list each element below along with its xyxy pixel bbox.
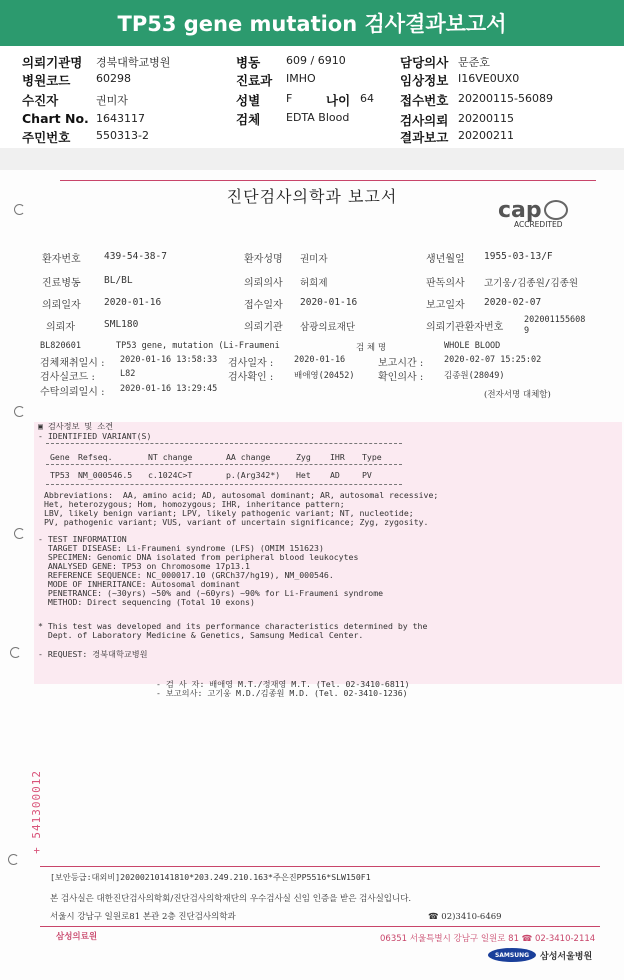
abbreviation-line: Het, heterozygous; Hom, homozygous; IHR, inheritance pattern; (44, 499, 345, 509)
table-cell: PV (362, 470, 372, 480)
divider (40, 866, 600, 867)
header-value: F (286, 92, 293, 105)
field-value: 권미자 (300, 254, 328, 265)
table-header: AA change (226, 452, 271, 462)
staff-line: - 보고의사: 고기웅 M.D./김종원 M.D. (Tel. 02-3410-1236) (156, 688, 408, 698)
field-value: 9 (524, 326, 530, 336)
field-label: 판독의사 (426, 278, 465, 289)
header-value: 60298 (96, 72, 131, 85)
header-label: 병동 (236, 55, 261, 70)
field-label: 보고시간 : (378, 358, 424, 369)
table-header: Type (362, 452, 382, 462)
header-label: 나이 (326, 93, 351, 108)
test-info-line: TARGET DISEASE: Li-Fraumeni syndrome (LFS) (OMIM 151623) (38, 543, 324, 553)
divider (46, 443, 402, 444)
request-line: - REQUEST: 경북대학교병원 (38, 649, 148, 659)
header-label: 의뢰기관명 (22, 55, 83, 70)
header-value: 20200115-56089 (458, 92, 553, 105)
punch-hole-icon (14, 406, 25, 417)
smc-name: 삼성서울병원 (540, 952, 593, 962)
header-label: 접수번호 (400, 93, 449, 108)
banner-title: TP53 gene mutation 검사결과보고서 (117, 12, 507, 36)
field-value: 고기웅/김종원/김종원 (484, 278, 579, 289)
header-value: 경북대학교병원 (96, 56, 171, 69)
header-value: 1643117 (96, 112, 145, 125)
field-label: 검사확인 : (228, 372, 274, 383)
test-info-line: PENETRANCE: (~30yrs) ~50% and (~60yrs) ~90% for Li-Fraumeni syndrome (38, 588, 384, 598)
disclaimer-line: * This test was developed and its performance characteristics determined by the (38, 621, 428, 631)
punch-hole-icon (14, 528, 25, 539)
table-cell: Het (296, 470, 311, 480)
field-value: 2020-01-16 13:58:33 (120, 355, 218, 365)
header-label: 검사의뢰 (400, 113, 449, 128)
field-value: BL/BL (104, 275, 133, 286)
field-value: 2020-01-16 (294, 355, 346, 365)
identified-heading: - IDENTIFIED VARIANT(S) (38, 431, 152, 441)
report-title: 진단검사의학과 보고서 (226, 187, 398, 206)
field-label: 접수일자 (244, 300, 283, 311)
header-label: 검체 (236, 112, 261, 127)
field-label: 검사일자 : (228, 358, 274, 369)
header-label: Chart No. (22, 111, 89, 126)
footer-left-logo: 삼성의료원 (56, 932, 98, 942)
table-header: Gene (50, 452, 70, 462)
header-value: EDTA Blood (286, 111, 350, 124)
field-value: 2020-01-16 (300, 297, 358, 308)
abbreviation-line: Abbreviations: AA, amino acid; AD, autosomal dominant; AR, autosomal recessive; (44, 490, 439, 500)
disclaimer-line: Dept. of Laboratory Medicine & Genetics, Samsung Medical Center. (38, 630, 364, 640)
test-info-line: METHOD: Direct sequencing (Total 10 exons) (38, 597, 255, 607)
header-label: 병원코드 (22, 73, 71, 88)
table-cell: NM_000546.5 (78, 470, 133, 480)
divider (46, 484, 402, 485)
field-label: 의뢰기관환자번호 (426, 322, 504, 333)
field-value: 허희제 (300, 278, 328, 289)
header-value: IMHO (286, 72, 316, 85)
field-label: 의뢰일자 (42, 300, 81, 311)
test-name: TP53 gene, mutation (Li-Fraumeni (116, 341, 280, 351)
header-label: 결과보고 (400, 130, 449, 145)
field-value: 김종원(28049) (444, 371, 505, 381)
cap-logo-text: cap (498, 198, 542, 223)
field-value: SML180 (104, 319, 139, 330)
divider (46, 464, 402, 465)
field-label: 확인의사 : (378, 372, 424, 383)
punch-hole-icon (10, 647, 21, 658)
divider (60, 180, 596, 181)
punch-hole-icon (14, 204, 25, 215)
header-label: 담당의사 (400, 55, 449, 70)
table-header: NT change (148, 452, 193, 462)
header-label: 주민번호 (22, 130, 71, 145)
field-value: 2020-01-16 13:29:45 (120, 384, 218, 394)
field-label: 검사실코드 : (40, 372, 95, 383)
field-value: 1955-03-13/F (484, 251, 553, 262)
header-value: 20200115 (458, 112, 514, 125)
field-value: 2020-02-07 (484, 297, 542, 308)
table-header: IHR (330, 452, 345, 462)
report-banner (0, 0, 624, 46)
field-label: 검 체 명 (356, 343, 387, 353)
header-value: 609 / 6910 (286, 54, 346, 67)
abbreviation-line: LBV, likely benign variant; LPV, likely pathogenic variant; NT, nucleotide; (44, 508, 414, 518)
table-cell: p.(Arg342*) (226, 470, 281, 480)
test-info-line: MODE OF INHERITANCE: Autosomal dominant (38, 579, 241, 589)
punch-hole-icon (8, 854, 19, 865)
field-value: 2020-02-07 15:25:02 (444, 355, 542, 365)
side-serial-number: + 541300012 (30, 770, 43, 854)
field-label: 환자성명 (244, 254, 283, 265)
cap-accredited-logo (498, 198, 578, 232)
test-info-line: SPECIMEN: Genomic DNA isolated from peripheral blood leukocytes (38, 552, 359, 562)
certification-note: 본 검사실은 대한진단검사의학회/진단검사의학재단의 우수검사실 신임 인증을 받은 검사실입니다. (50, 894, 412, 904)
field-value: 439-54-38-7 (104, 251, 167, 262)
field-value: 배애영(20452) (294, 371, 355, 381)
field-label: 생년월일 (426, 254, 465, 265)
staff-line: - 검 사 자: 배애영 M.T./정재영 M.T. (Tel. 02-3410-6811) (156, 679, 410, 689)
table-cell: TP53 (50, 470, 70, 480)
cap-ring-icon (544, 200, 568, 220)
table-cell: c.1024C>T (148, 470, 193, 480)
security-line: [보안등급:대외비]20200210141810*203.249.210.163*주은진PP5516*SLW150F1 (50, 872, 371, 882)
header-label: 성별 (236, 93, 261, 108)
field-value: 2020-01-16 (104, 297, 162, 308)
header-label: 임상정보 (400, 73, 449, 88)
header-value: 권미자 (96, 94, 128, 107)
divider (40, 926, 600, 927)
header-value: 64 (360, 92, 374, 105)
field-label: 수탁의뢰일시 : (40, 387, 105, 398)
field-value: L82 (120, 369, 136, 379)
separator (0, 148, 624, 170)
scanned-report (0, 170, 624, 980)
field-label: 검체채취일시 : (40, 358, 105, 369)
field-value: 202001155608 (524, 315, 586, 325)
test-info-line: REFERENCE SEQUENCE: NC_000017.10 (GRCh37/hg19), NM_000546. (38, 570, 334, 580)
test-code: BL820601 (40, 341, 81, 351)
header-value: 20200211 (458, 129, 514, 142)
field-label: 의뢰자 (46, 322, 75, 333)
esign-note: (전자서명 대체함) (484, 390, 551, 400)
section-title: ▣ 검사정보 및 소견 (38, 421, 114, 431)
samsung-logo: SAMSUNG (488, 948, 536, 962)
field-label: 의뢰기관 (244, 322, 283, 333)
header-value: 550313-2 (96, 129, 149, 142)
header-label: 수진자 (22, 93, 59, 108)
footer-address: 06351 서울특별시 강남구 일원로 81 ☎ 02-3410-2114 (380, 934, 596, 944)
table-header: Zyg (296, 452, 311, 462)
field-label: 보고일자 (426, 300, 465, 311)
header-value: I16VE0UX0 (458, 72, 520, 85)
field-label: 진료병동 (42, 278, 81, 289)
header-label: 진료과 (236, 73, 273, 88)
lab-address: 서울시 강남구 일원로81 본관 2층 진단검사의학과 (50, 912, 236, 922)
lab-phone: ☎ 02)3410-6469 (428, 912, 502, 922)
abbreviation-line: PV, pathogenic variant; VUS, variant of uncertain significance; Zyg, zygosity. (44, 517, 429, 527)
field-label: 환자번호 (42, 254, 81, 265)
field-value: WHOLE BLOOD (444, 341, 501, 351)
cap-accredited-text: ACCREDITED (514, 220, 563, 229)
field-value: 삼광의료재단 (300, 322, 356, 333)
test-info-line: ANALYSED GENE: TP53 on Chromosome 17p13.1 (38, 561, 250, 571)
table-header: Refseq. (78, 452, 113, 462)
test-info-line: - TEST INFORMATION (38, 534, 127, 544)
table-cell: AD (330, 470, 340, 480)
header-value: 문준호 (458, 56, 490, 69)
field-label: 의뢰의사 (244, 278, 283, 289)
header-info (0, 48, 624, 148)
